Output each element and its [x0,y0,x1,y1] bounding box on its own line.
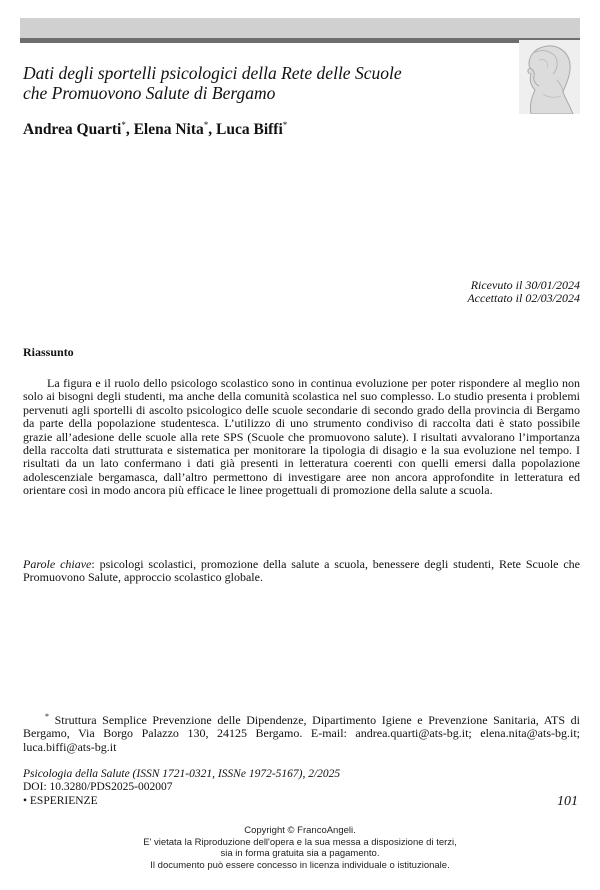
article-title [23,63,493,103]
author-name: Andrea Quarti [23,121,122,139]
author-separator: , [208,121,217,139]
affiliation-text: Struttura Semplice Prevenzione delle Dipendenze, Dipartimento Igiene e Prevenzione Sanitaria, ATS di Bergamo, Via Borgo Palazzo 130, 24125 Bergamo. E-mail: andrea.quarti@ats-bg.it; elena.nita@ats-bg.it; luca.biffi@ats-bg.it [23,713,580,754]
author-name: Luca Biffi [216,121,283,139]
doi: DOI: 10.3280/PDS2025-002007 [23,781,173,793]
author-affiliation-mark: * [282,120,288,130]
author-affiliation-mark: * [203,120,209,130]
keywords-label: Parole chiave [23,557,92,571]
copyright-line: Il documento può essere concesso in licenza individuale o istituzionale. [150,859,450,871]
copyright-notice [0,825,600,871]
title-line-2: che Promuovono Salute di Bergamo [23,83,276,103]
accepted-date: Accettato il 02/03/2024 [467,291,580,305]
copyright-line: E' vietata la Riproduzione dell'opera e la sua messa a disposizione di terzi, [143,836,457,848]
submission-dates [467,279,580,305]
affiliation-mark: * [45,712,49,721]
journal-citation: Psicologia della Salute (ISSN 1721-0321, ISSNe 1972-5167), 2/2025 [23,768,341,780]
title-line-1: Dati degli sportelli psicologici della Rete delle Scuole [23,63,402,83]
received-date: Ricevuto il 30/01/2024 [470,278,580,292]
abstract-text: La figura e il ruolo dello psicologo scolastico sono in continua evoluzione per poter rispondere al meglio non solo ai bisogni degli studenti, ma anche della comunità scolastica nel suo complesso. Lo studio presenta i problemi pervenuti agli sportelli di ascolto psicologico delle scuole secondarie di secondo grado della provincia di Bergamo da parte della popolazione studentesca. L’utilizzo di uno strumento condiviso di raccolta dati è stato possibile grazie all’adesione delle scuole alla rete SPS (Scuole che promuovono salute). I risultati avvalorano l’importanza della raccolta dati strutturata e sistematica per monitorare la tipologia di disagio e la sua evoluzione nel tempo. I risultati da un lato confermano i dati già presenti in letteratura coerenti con quelli emersi dalla popolazione adolescenziale bergamasca, dall’altro permettono di investigare aree non ancora approfondite in letteratura ed orientare così in modo ancora più efficace le linee progettuali di promozione della salute a scuola. [23,376,580,498]
author-name: Elena Nita [133,121,204,139]
keywords-paragraph [23,558,580,585]
copyright-line: sia in forma gratuita sia a pagamento. [220,848,380,859]
affiliation-footnote [23,710,580,754]
copyright-line: Copyright © FrancoAngeli. [244,825,356,836]
author-list [23,120,287,139]
keywords-text: : psicologi scolastici, promozione della salute a scuola, benessere degli studenti, Rete Scuole che Promuovono Salute, approccio scolastico globale. [23,557,581,585]
abstract-heading: Riassunto [23,345,74,359]
section-tag: • ESPERIENZE [23,795,98,807]
page-number: 101 [557,794,578,809]
header-bar [20,18,580,43]
classical-profile-drawing-icon [519,40,580,114]
author-affiliation-mark: * [121,120,126,130]
author-separator: , [125,121,134,139]
